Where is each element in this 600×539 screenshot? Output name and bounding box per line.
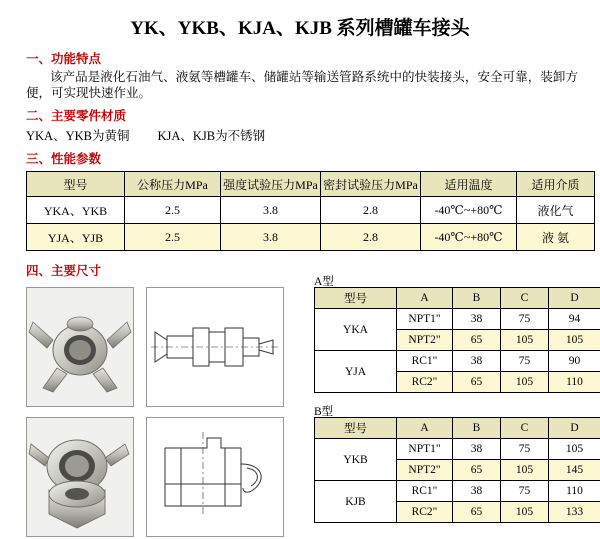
cell-model: YJA [315,351,397,393]
cell-d: 145 [549,460,600,481]
th-b: B [453,288,501,309]
th-nominal-pressure: 公称压力MPa [125,172,221,197]
cell-c: 105 [501,460,549,481]
section-heading-material: 二、主要零件材质 [26,106,600,124]
dimension-table-b [314,417,600,523]
type-label-b: B型 [314,403,333,419]
cell-strength-pressure: 3.8 [221,224,321,251]
cell-b: 38 [453,309,501,330]
cell-b: 65 [453,330,501,351]
cell-c: 105 [501,330,549,351]
th-model: 型号 [315,288,397,309]
cell-a: NPT2" [397,460,453,481]
table-row [27,224,595,251]
section-heading-features: 一、功能特点 [26,49,600,67]
cell-d: 94 [549,309,600,330]
cell-temperature: -40℃~+80℃ [421,224,517,251]
dimension-table-a [314,287,600,393]
th-a: A [397,418,453,439]
cell-model: YKA [315,309,397,351]
table-header-row [315,418,600,439]
performance-table [26,171,595,251]
cell-b: 65 [453,502,501,523]
coupling-drawing-a [146,287,284,407]
cell-seal-pressure: 2.8 [321,197,421,224]
th-seal-pressure: 密封试验压力MPa [321,172,421,197]
th-model: 型号 [315,418,397,439]
cell-c: 105 [501,372,549,393]
th-temperature: 适用温度 [421,172,517,197]
cell-d: 110 [549,481,600,502]
coupling-photo-a [26,287,134,407]
cell-a: NPT2" [397,330,453,351]
table-header-row [315,288,600,309]
cell-nominal-pressure: 2.5 [125,197,221,224]
cell-temperature: -40℃~+80℃ [421,197,517,224]
cell-seal-pressure: 2.8 [321,224,421,251]
cell-d: 133 [549,502,600,523]
th-c: C [501,288,549,309]
table-row [315,351,600,372]
table-row [27,197,595,224]
th-strength-pressure: 强度试验压力MPa [221,172,321,197]
th-medium: 适用介质 [517,172,595,197]
material-right: KJA、KJB为不锈钢 [157,129,265,143]
dimension-block-a [26,287,600,409]
cell-c: 75 [501,309,549,330]
coupling-photo-b [26,417,134,537]
section-heading-dimensions: 四、主要尺寸 [26,261,600,279]
cell-b: 38 [453,351,501,372]
cell-medium: 液 氨 [517,224,595,251]
cell-b: 65 [453,460,501,481]
cell-c: 105 [501,502,549,523]
features-paragraph: 该产品是液化石油气、液氨等槽罐车、储罐站等输送管路系统中的快装接头，安全可靠，装卸方便，可实现快速作业。 [26,69,578,101]
cell-model: KJB [315,481,397,523]
table-row [315,309,600,330]
th-d: D [549,288,600,309]
section-heading-performance: 三、性能参数 [26,149,600,167]
th-d: D [549,418,600,439]
cell-a: RC2" [397,502,453,523]
cell-medium: 液化气 [517,197,595,224]
cell-c: 75 [501,351,549,372]
cell-nominal-pressure: 2.5 [125,224,221,251]
cell-c: 75 [501,439,549,460]
table-header-row [27,172,595,197]
cell-b: 65 [453,372,501,393]
table-row [315,481,600,502]
type-label-a: A型 [314,273,334,289]
cell-strength-pressure: 3.8 [221,197,321,224]
cell-b: 38 [453,439,501,460]
page-title: YK、YKB、KJA、KJB 系列槽罐车接头 [0,0,600,44]
th-b: B [453,418,501,439]
cell-c: 75 [501,481,549,502]
th-c: C [501,418,549,439]
dimension-blocks [0,287,600,539]
th-a: A [397,288,453,309]
dimension-block-b [26,417,600,539]
table-row [315,439,600,460]
material-left: YKA、YKB为黄铜 [26,129,129,143]
th-model: 型号 [27,172,125,197]
coupling-drawing-b [146,417,284,537]
cell-model: YKB [315,439,397,481]
cell-a: RC1" [397,351,453,372]
cell-d: 105 [549,439,600,460]
cell-a: RC2" [397,372,453,393]
cell-a: RC1" [397,481,453,502]
cell-a: NPT1" [397,309,453,330]
cell-model: YJA、YJB [27,224,125,251]
cell-model: YKA、YKB [27,197,125,224]
cell-a: NPT1" [397,439,453,460]
cell-d: 90 [549,351,600,372]
cell-d: 105 [549,330,600,351]
cell-d: 110 [549,372,600,393]
material-line [26,126,600,144]
cell-b: 38 [453,481,501,502]
